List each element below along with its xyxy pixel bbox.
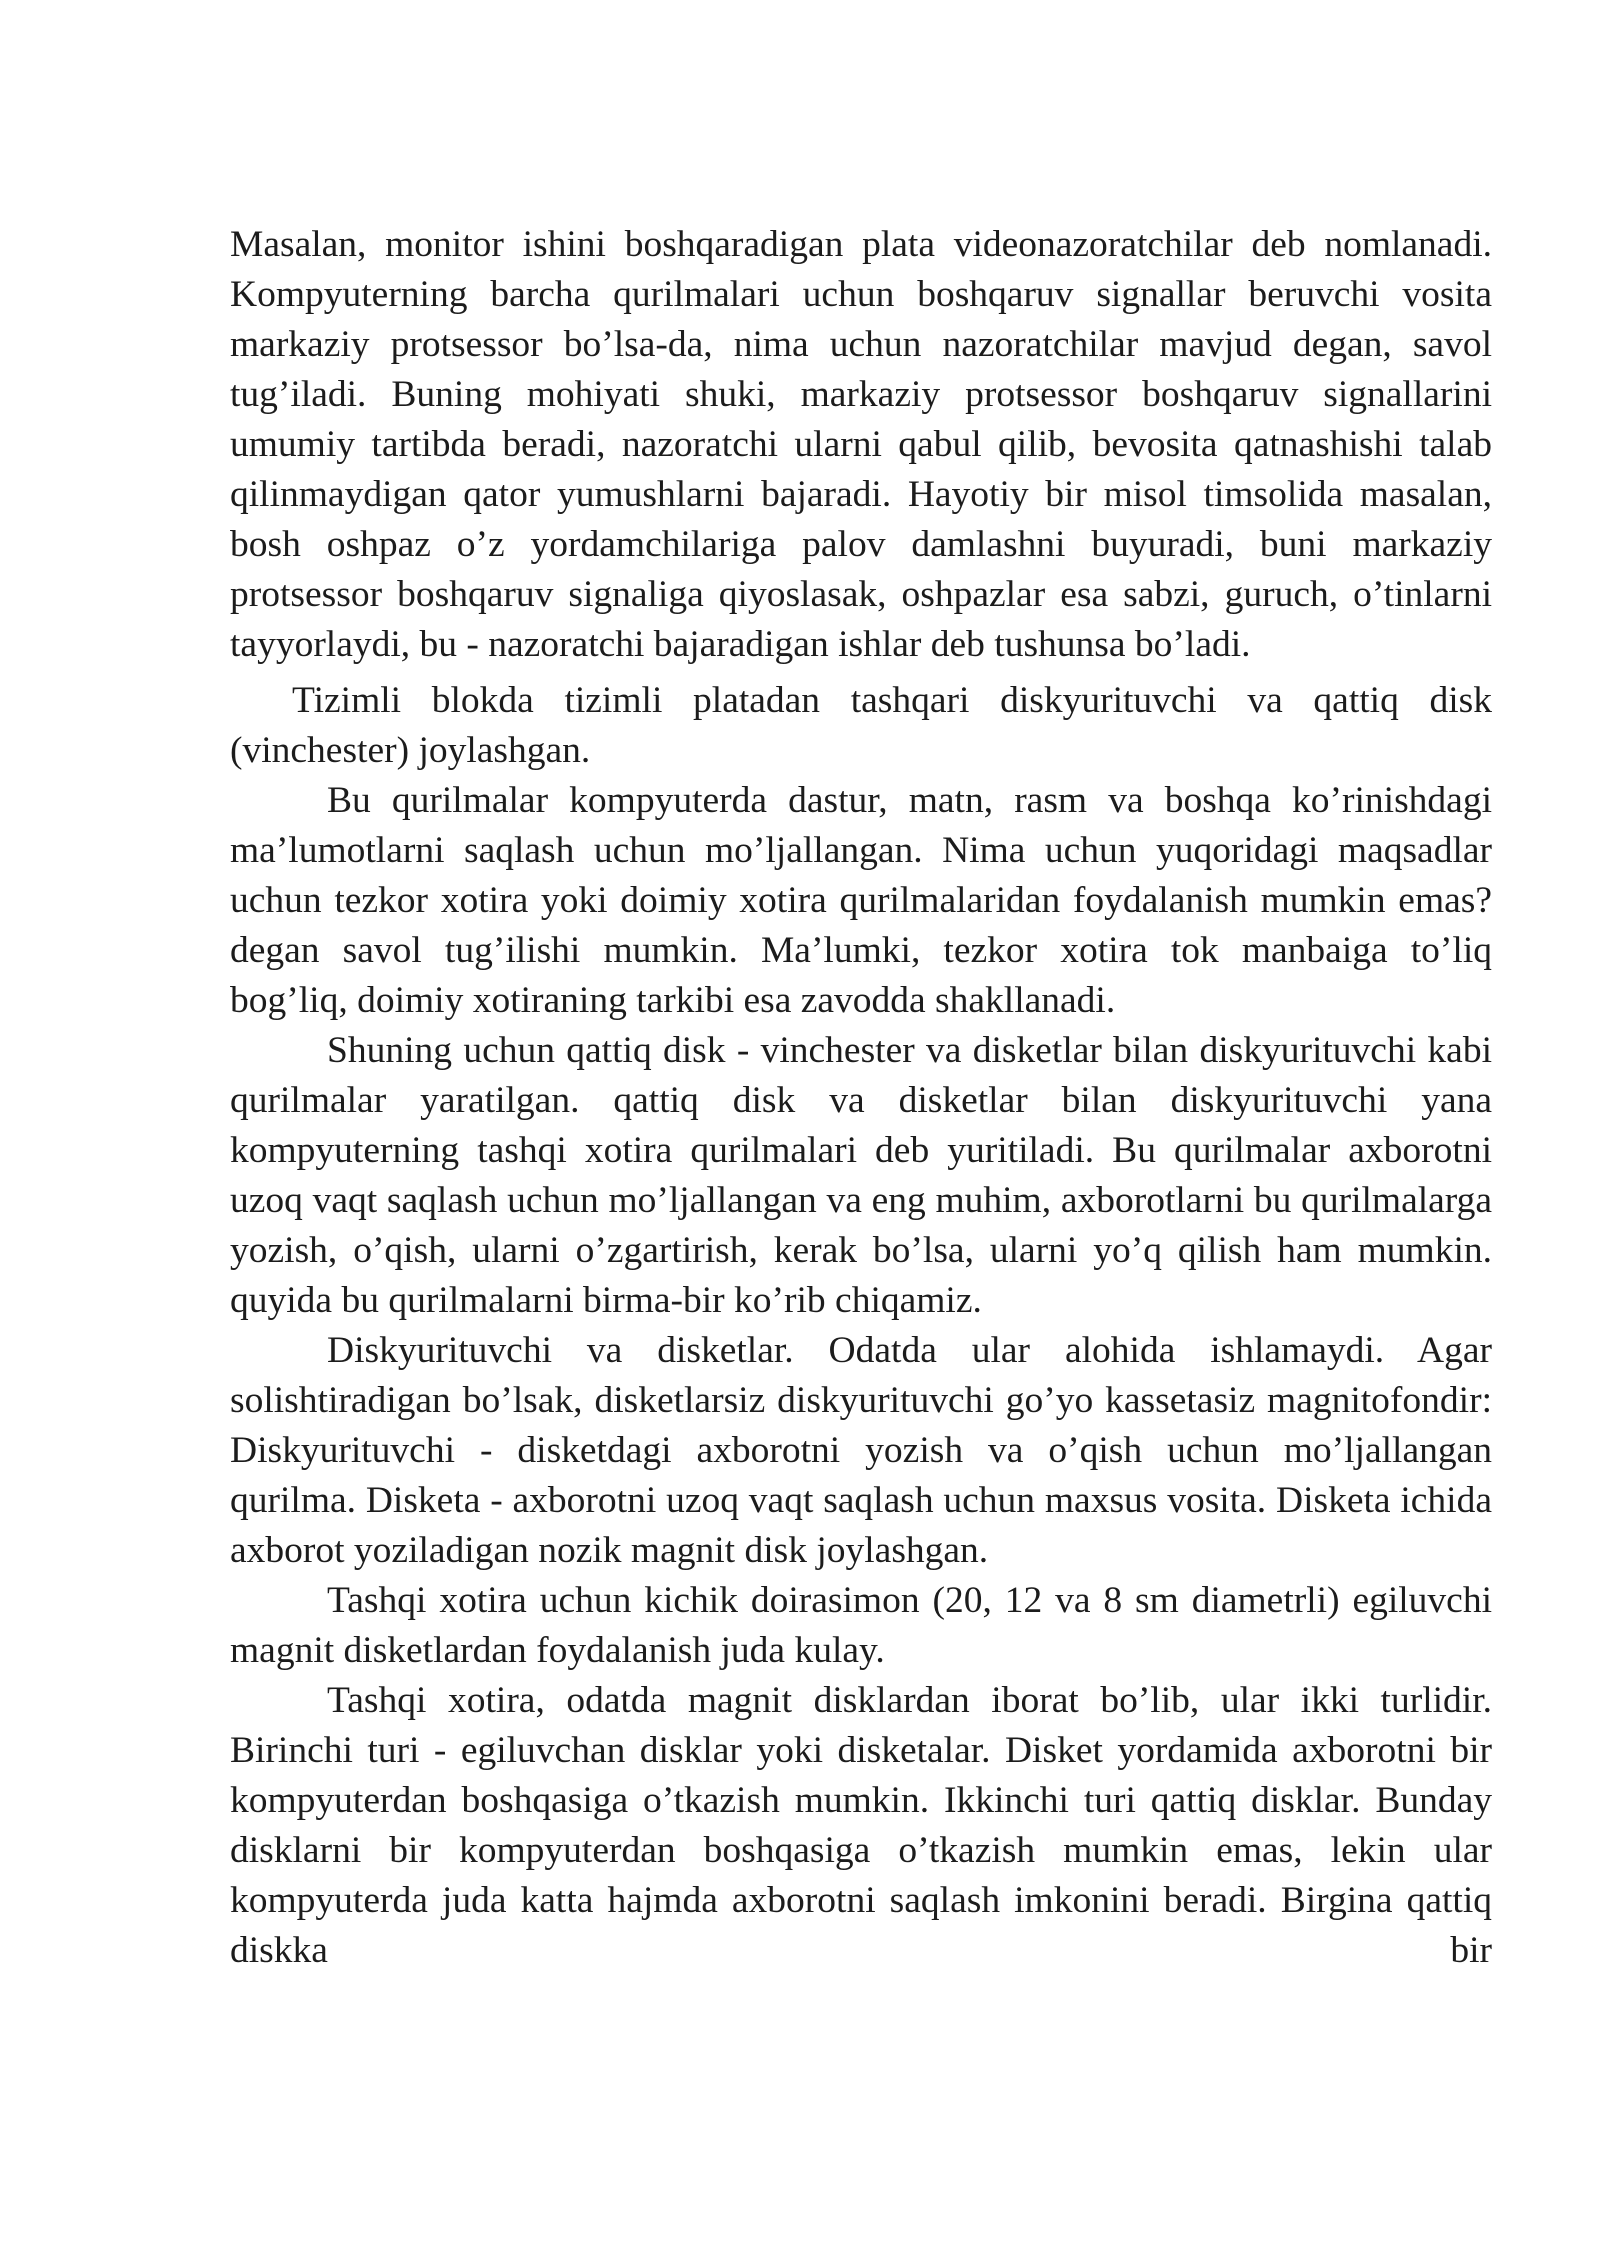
- paragraph-external-memory: Tashqi xotira, odatda magnit disklardan iborat bo’lib, ular ikki turlidir. Birinchi turi - egiluvchan disklar yoki disketalar. Disket yordamida axborotni bir kompyuterdan boshqasiga o’tkazish mumkin. Ikkinchi turi qattiq disklar. Bunday disklarni bir kompyuterdan boshqasiga o’tkazish mumkin emas, lekin ular kompyuterda juda katta hajmda axborotni saqlash imkonini beradi. Birgina qattiq diskka bir: [230, 1680, 1492, 1971]
- paragraph-controllers: Masalan, monitor ishini boshqaradigan plata videonazoratchilar deb nomlanadi. Kompyuterning barcha qurilmalari uchun boshqaruv signallar beruvchi vosita markaziy protsessor bo’lsa-da, nima uchun nazoratchilar mavjud degan, savol tug’iladi. Buning mohiyati shuki, markaziy protsessor boshqaruv signallarini umumiy tartibda beradi, nazoratchi ularni qabul qilib, bevosita qatnashishi talab qilinmaydigan qator yumushlarni bajaradi. Hayotiy bir misol timsolida masalan, bosh oshpaz o’z yordamchilariga palov damlashni buyuradi, buni markaziy protsessor boshqaruv signaliga qiyoslasak, oshpazlar esa sabzi, guruch, o’tinlarni tayyorlaydi, bu - nazoratchi bajaradigan ishlar deb tushunsa bo’ladi.: [230, 224, 1492, 665]
- paragraph-floppy-sizes: Tashqi xotira uchun kichik doirasimon (20, 12 va 8 sm diametrli) egiluvchi magnit disketlardan foydalanish juda kulay.: [230, 1580, 1492, 1671]
- paragraph-diskettes: Diskyurituvchi va disketlar. Odatda ular alohida ishlamaydi. Agar solishtiradigan bo’lsak, disketlarsiz diskyurituvchi go’yo kassetasiz magnitofondir: Diskyurituvchi - disketdagi axborotni yozish va o’qish uchun mo’ljallangan qurilma. Disketa - axborotni uzoq vaqt saqlash uchun maxsus vosita. Disketa ichida axborot yoziladigan nozik magnit disk joylashgan.: [230, 1330, 1492, 1571]
- paragraph-storage-purpose: Bu qurilmalar kompyuterda dastur, matn, rasm va boshqa ko’rinishdagi ma’lumotlarni saqlash uchun mo’ljallangan. Nima uchun yuqoridagi maqsadlar uchun tezkor xotira yoki doimiy xotira qurilmalaridan foydalanish mumkin emas? degan savol tug’ilishi mumkin. Ma’lumki, tezkor xotira tok manbaiga to’liq bog’liq, doimiy xotiraning tarkibi esa zavodda shakllanadi.: [230, 780, 1492, 1021]
- document-page: [230, 220, 1492, 1976]
- paragraph-hard-disk: Shuning uchun qattiq disk - vinchester va disketlar bilan diskyurituvchi kabi qurilmalar yaratilgan. qattiq disk va disketlar bilan diskyurituvchi yana kompyuterning tashqi xotira qurilmalari deb yuritiladi. Bu qurilmalar axborotni uzoq vaqt saqlash uchun mo’ljallangan va eng muhim, axborotlarni bu qurilmalarga yozish, o’qish, ularni o’zgartirish, kerak bo’lsa, ularni yo’q qilish ham mumkin. quyida bu qurilmalarni birma-bir ko’rib chiqamiz.: [230, 1030, 1492, 1321]
- paragraph-system-block: Tizimli blokda tizimli platadan tashqari diskyurituvchi va qattiq disk (vinchester) joylashgan.: [230, 680, 1492, 771]
